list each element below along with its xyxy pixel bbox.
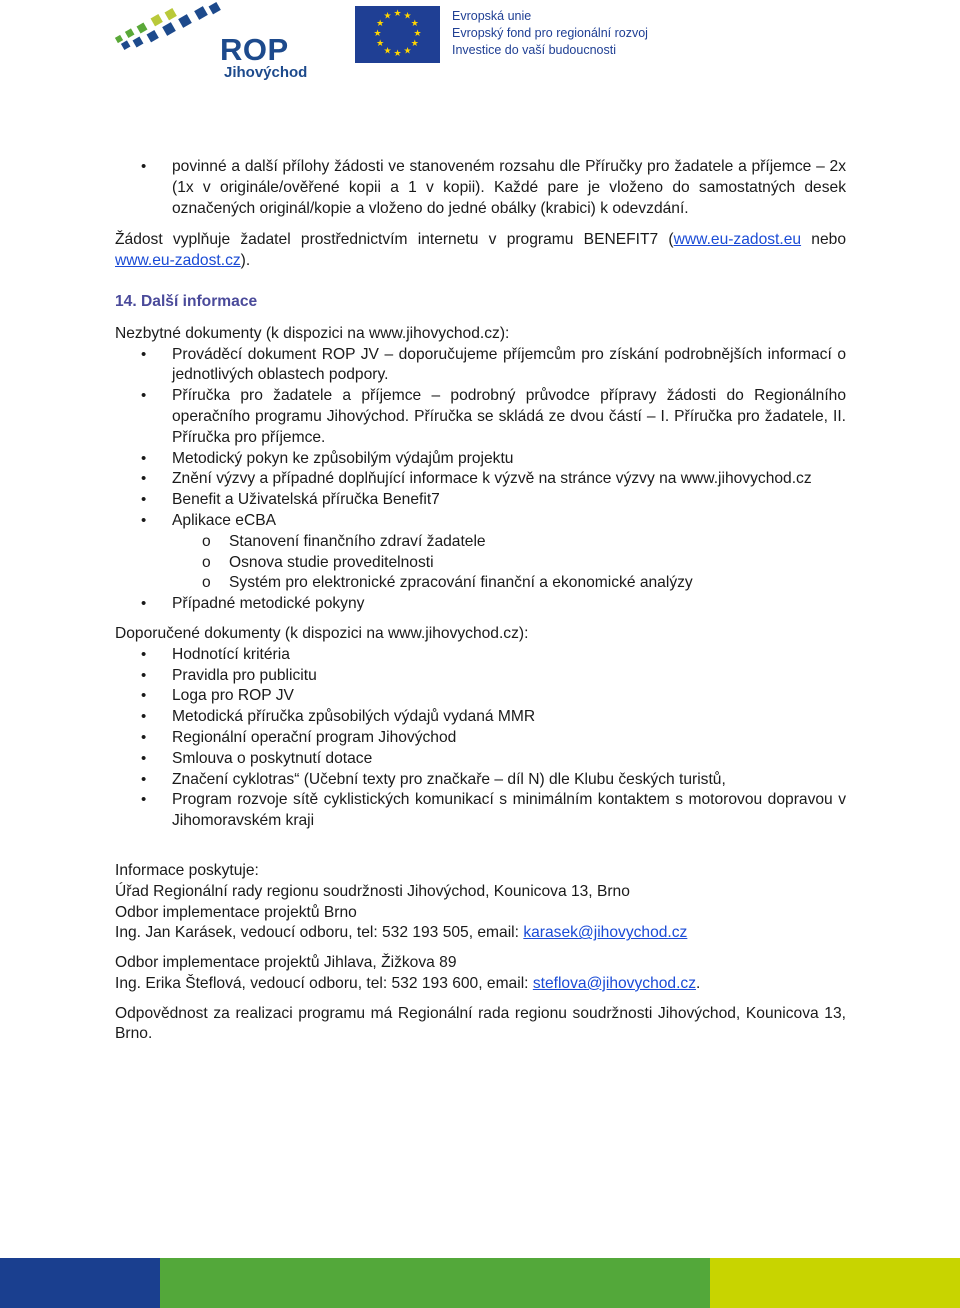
ecba-sublist: [172, 532, 846, 594]
list-item: • Metodický pokyn ke způsobilým výdajům projektu: [115, 449, 846, 470]
list-item: • Metodická příručka způsobilých výdajů vydaná MMR: [115, 707, 846, 728]
svg-text:★: ★: [383, 46, 392, 57]
benefit-text-end: ).: [240, 252, 251, 270]
eu-zadost-cz-link[interactable]: www.eu-zadost.cz: [115, 252, 241, 270]
eu-flag-icon: [355, 6, 440, 63]
svg-text:★: ★: [393, 9, 402, 19]
list-item: • Případné metodické pokyny: [115, 594, 846, 615]
ecba-label: Aplikace eCBA: [172, 511, 277, 529]
responsibility-paragraph: Odpovědnost za realizaci programu má Regionální rada regionu soudržnosti Jihovýchod, Kounicova 13, Brno.: [115, 1004, 846, 1043]
benefit-paragraph: [115, 230, 846, 272]
list-item: • Příručka pro žadatele a příjemce – podrobný průvodce přípravy žádosti do Regionálního operačního programu Jihovýchod. Příručka se skládá ze dvou částí – I. Příručka pro žadatele, II. Příručka pro příjemce.: [115, 386, 846, 448]
list-item: • Pravidla pro publicitu: [115, 666, 846, 687]
list-item: • Program rozvoje sítě cyklistických komunikací s minimálním kontaktem s motorovou dopravou v Jihomoravském kraji: [115, 790, 846, 832]
benefit-text: Žádost vyplňuje žadatel prostřednictvím internetu v programu BENEFIT7 (: [115, 231, 674, 249]
eu-line-2: Evropský fond pro regionální rozvoj: [452, 26, 648, 40]
eu-line-1: Evropská unie: [452, 9, 532, 23]
svg-text:★: ★: [410, 19, 419, 29]
list-item: • Benefit a Uživatelská příručka Benefit7: [115, 490, 846, 511]
list-item: • Hodnotící kritéria: [115, 645, 846, 666]
footer-color-bar: [0, 1258, 960, 1308]
list-item: • Značení cyklotras“ (Učební texty pro značkaře – díl N) dle Klubu českých turistů,: [115, 770, 846, 791]
list-item: • Prováděcí dokument ROP JV – doporučujeme příjemcům pro získání podrobnějších informací o jednotlivých oblastech podpory.: [115, 345, 846, 387]
recommended-docs-intro: Doporučené dokumenty (k dispozici na www.jihovychod.cz):: [115, 624, 529, 642]
rop-logo: [108, 2, 318, 84]
required-docs-intro: Nezbytné dokumenty (k dispozici na www.jihovychod.cz):: [115, 324, 510, 342]
sub-list-item: o Systém pro elektronické zpracování finanční a ekonomické analýzy: [172, 573, 846, 594]
contact-jihlava-person: [115, 974, 846, 995]
contact-brno-dept: Odbor implementace projektů Brno: [115, 903, 357, 921]
sub-list-item: o Stanovení finančního zdraví žadatele: [172, 532, 846, 553]
list-item: • povinné a další přílohy žádosti ve stanoveném rozsahu dle Příručky pro žadatele a příjemce – 2x (1x v originále/ověřené kopii a 1 v kopii). Každé pare je vloženo do samostatných desek označených originál/kopie a vloženo do jedné obálky (krabici) k odevzdání.: [115, 157, 846, 219]
steflova-email-link[interactable]: steflova@jihovychod.cz: [532, 974, 697, 992]
eu-line-3: Investice do vaší budoucnosti: [452, 43, 616, 57]
contact-jihlava-dept: Odbor implementace projektů Jihlava, Žižkova 89: [115, 954, 457, 972]
rop-logo-title: ROP: [220, 32, 289, 67]
benefit-text-middle: nebo: [801, 231, 846, 249]
svg-text:★: ★: [383, 11, 392, 22]
rop-swoosh-icon: [108, 2, 228, 54]
jihlava-suffix: .: [696, 974, 701, 992]
svg-text:★: ★: [403, 11, 412, 22]
svg-text:★: ★: [393, 49, 402, 59]
list-item-ecba: [115, 511, 846, 594]
footer-segment-lime: [710, 1258, 960, 1308]
svg-text:★: ★: [413, 29, 422, 39]
contact-office: Úřad Regionální rady regionu soudržnosti Jihovýchod, Kounicova 13, Brno: [115, 882, 630, 900]
jihlava-person-text: Ing. Erika Šteflová, vedoucí odboru, tel: 532 193 600, email:: [115, 974, 533, 992]
eu-zadost-eu-link[interactable]: www.eu-zadost.eu: [673, 231, 802, 249]
required-docs-list: [115, 345, 846, 615]
section-title: Další informace: [141, 292, 258, 310]
contact-block: [115, 861, 846, 1045]
svg-text:★: ★: [410, 39, 419, 49]
brno-person-text: Ing. Jan Karásek, vedoucí odboru, tel: 532 193 505, email:: [115, 924, 524, 942]
footer-segment-green: [160, 1258, 710, 1308]
karasek-email-link[interactable]: karasek@jihovychod.cz: [523, 924, 688, 942]
contact-brno-person: [115, 923, 846, 944]
section-heading: [115, 292, 846, 313]
svg-text:★: ★: [376, 19, 385, 29]
svg-text:★: ★: [403, 46, 412, 57]
contact-heading: Informace poskytuje:: [115, 861, 259, 879]
section-number: 14.: [115, 292, 137, 310]
recommended-docs-list: [115, 645, 846, 832]
list-item: • Znění výzvy a případné doplňující informace k výzvě na stránce výzvy na www.jihovychod.cz: [115, 469, 846, 490]
list-item: • Regionální operační program Jihovýchod: [115, 728, 846, 749]
svg-text:★: ★: [373, 29, 382, 39]
footer-segment-blue: [0, 1258, 160, 1308]
attachments-list: [115, 157, 846, 219]
list-item: • Smlouva o poskytnutí dotace: [115, 749, 846, 770]
svg-text:★: ★: [376, 39, 385, 49]
document-body: [115, 157, 846, 1045]
page-header: [0, 0, 960, 90]
eu-fund-label: [452, 8, 648, 59]
rop-logo-subtitle: Jihovýchod: [224, 64, 308, 81]
sub-list-item: o Osnova studie proveditelnosti: [172, 553, 846, 574]
list-item: • Loga pro ROP JV: [115, 686, 846, 707]
